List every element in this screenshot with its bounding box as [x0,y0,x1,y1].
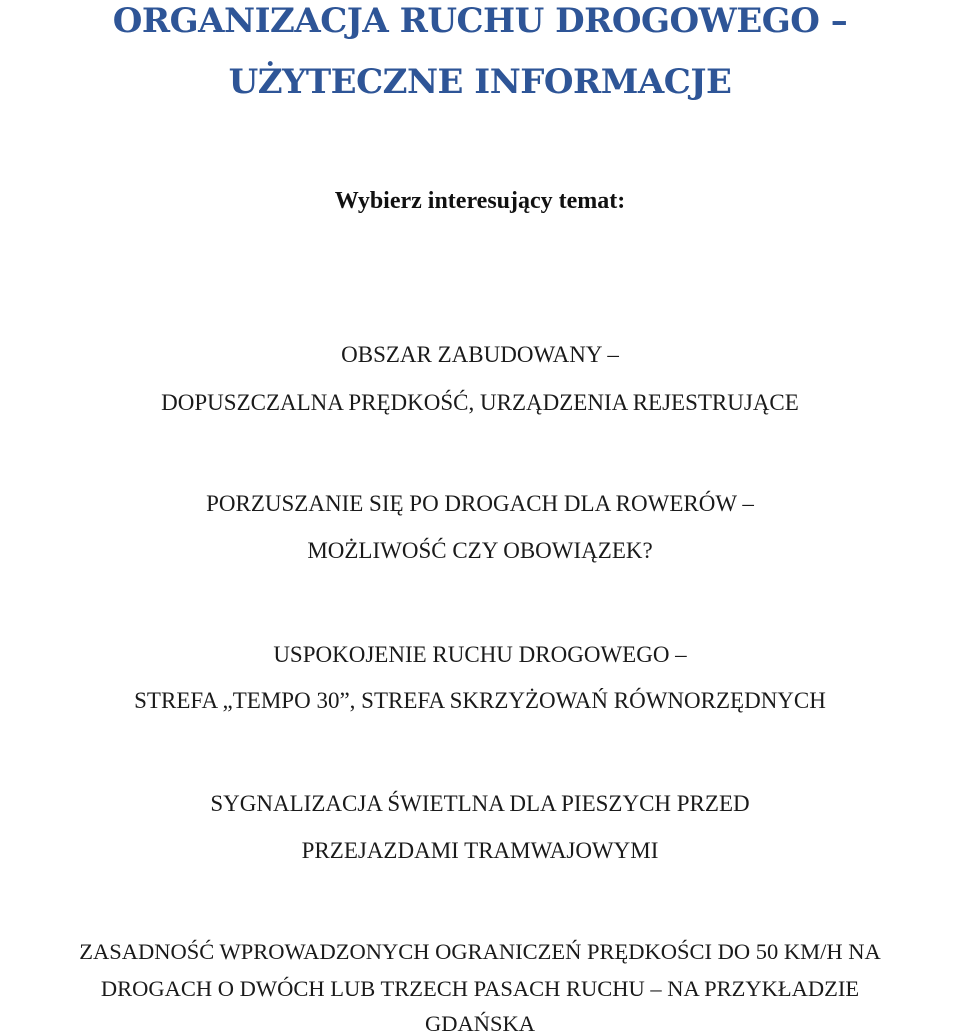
topic-link-text: SYGNALIZACJA ŚWIETLNA DLA PIESZYCH PRZED [210,791,750,816]
topic-link-text: PORZUSZANIE SIĘ PO DROGACH DLA ROWERÓW – [206,491,754,516]
topic-link-text: DROGACH O DWÓCH LUB TRZECH PASACH RUCHU – NA PRZYKŁADZIE [100,976,860,1001]
topic-link-text: USPOKOJENIE RUCHU DROGOWEGO – [273,642,687,667]
topic-link-text: DOPUSZCZALNA PRĘDKOŚĆ, URZĄDZENIA REJESTRUJĄCE [161,390,799,415]
topic-link-text: GDAŃSKA [424,1011,535,1036]
topic-prompt: Wybierz interesujący temat: [334,188,626,214]
topic-link-text: MOŻLIWOŚĆ CZY OBOWIĄZEK? [307,538,653,563]
topic-link-text: ZASADNOŚĆ WPROWADZONYCH OGRANICZEŃ PRĘDKOŚCI DO 50 KM/H NA [79,939,881,964]
topic-link-text: PRZEJAZDAMI TRAMWAJOWYMI [301,838,659,863]
page-title-line-2: UŻYTECZNE INFORMACJE [228,62,732,102]
topic-link-text: STREFA „TEMPO 30”, STREFA SKRZYŻOWAŃ RÓWNORZĘDNYCH [134,688,826,713]
page-title-line-1: ORGANIZACJA RUCHU DROGOWEGO – [112,1,848,41]
topic-link-text: OBSZAR ZABUDOWANY – [341,342,619,367]
